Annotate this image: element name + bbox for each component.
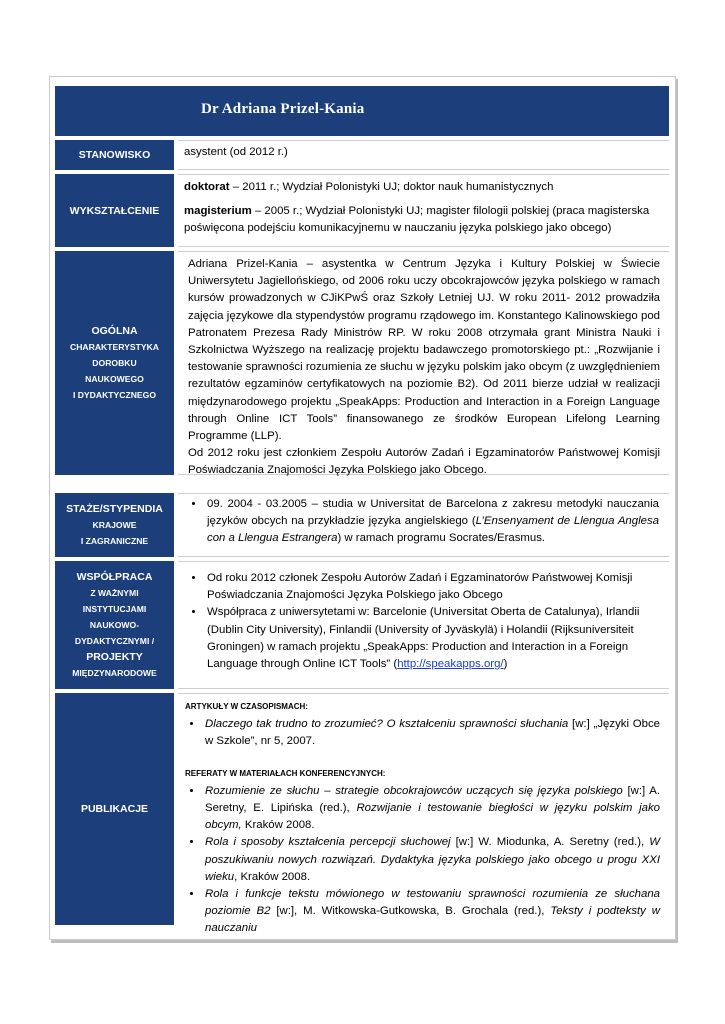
magisterium-text: – 2005 r.; Wydział Polonistyki UJ; magister filologii polskiej (praca magisterska poświęcona podejściu komunikacyjnemu w nauczaniu języka polskiego jako obcego) [184, 205, 650, 235]
magisterium-line [184, 203, 663, 237]
label-publikacje [55, 693, 174, 925]
wspolpraca-item-2: • Współpraca z uniwersytetami w: Barcelonie (Universitat Oberta de Catalunya), Irlandii (Dublin City University), Finlandii (University of Jyväskylä) i Holandii (Rijksuniversiteit Groningen) w ramach projektu „SpeakApps: Production and Interaction in a Foreign Language through Online ICT Tools” (http://speakapps.org/) [205, 604, 643, 673]
artykuly-list [185, 716, 660, 750]
ogolna-para2: Od 2012 roku jest członkiem Zespołu Autorów Zadań i Egzaminatorów Państwowej Komisji Poświadczania Znajomości Języka Polskiego jako Obcego. [188, 447, 660, 477]
label-ogolna-text: OGÓLNA CHARAKTERYSTYKA DOROBKU NAUKOWEGO I DYDAKTYCZNEGO [70, 325, 159, 400]
wspolpraca-item-1: • Od roku 2012 członek Zespołu Autorów Zadań i Egzaminatorów Państwowej Komisji Poświadczania Znajomości Języka Polskiego jako Obcego [205, 570, 643, 604]
referaty-list [185, 783, 660, 938]
label-stanowisko-text: STANOWISKO [78, 149, 151, 161]
label-ogolna [55, 251, 174, 475]
referat-item: • Rozumienie ze słuchu – strategie obcokrajowców uczących się języka polskiego [w:] A. Seretny, E. Lipińska (red.), Rozwijanie i testowanie biegłości w języku polskim jako obcym, Kraków 2008. [203, 783, 660, 835]
magisterium-label: magisterium [184, 205, 252, 218]
ogolna-para1: Adriana Prizel-Kania – asystentka w Centrum Języka i Kultury Polskiej w Świecie Uniwersytetu Jagiellońskiego, od 2006 roku uczy obcokrajowców języka polskiego w ramach kursów prowadzonych w CJiKPwŚ oraz Szkoły Letniej UJ. W roku 2011- 2012 prowadziła zajęcia językowe dla stypendystów programu rządowego im. Konstantego Kalinowskiego pod Patronatem Prezesa Rady Ministrów RP. W roku 2008 otrzymała grant Ministra Nauki i Szkolnictwa Wyższego na realizację projektu badawczego promotorskiego pt.: „Rozwijanie i testowanie sprawności rozumienia ze słuchu w języku polskim jako obcym (z uwzględnieniem rezultatów egzaminów certyfikatowych na poziomie B2). Od 2011 bierze udział w realizacji międzynarodowego projektu „SpeakApps: Production and Interaction in a Foreign Language through Online ICT Tools” finansowanego ze środków European Lifelong Learning Programme (LLP). [188, 258, 660, 443]
staze-item: • 09. 2004 - 03.2005 – studia w Universitat de Barcelona z zakresu metodyki nauczania języków obcych na przykładzie języka angielskiego (L’Ensenyament de Llengua Anglesa con a Llengua Estrangera) w ramach programu Socrates/Erasmus. [205, 496, 659, 548]
referat-item: • Rola i funkcje tekstu mówionego w testowaniu sprawności rozumienia ze słuchana poziomie B2 [w:], M. Witkowska-Gutkowska, B. Grochala (red.), Teksty i podteksty w nauczaniu [203, 886, 660, 938]
speakapps-link[interactable]: http://speakapps.org/ [397, 658, 504, 671]
referat-item: • Rola i sposoby kształcenia percepcji słuchowej [w:] W. Miodunka, A. Seretny (red.), W poszukiwaniu nowych rozwiązań. Dydaktyka języka polskiego jako obcego u progu XXI wieku, Kraków 2008. [203, 834, 660, 886]
label-wyksztalcenie-text: WYKSZTAŁCENIE [69, 204, 160, 217]
cell-staze [178, 493, 669, 557]
person-name: Dr Adriana Prizel-Kania [201, 101, 365, 117]
label-wyksztalcenie [55, 174, 174, 247]
cell-wspolpraca [178, 561, 669, 689]
cell-publikacje [178, 693, 669, 935]
doktorat-line [184, 179, 663, 196]
label-publikacje-text: PUBLIKACJE [80, 803, 149, 815]
doktorat-text: – 2011 r.; Wydział Polonistyki UJ; doktor nauk humanistycznych [229, 181, 554, 193]
label-stanowisko [55, 140, 174, 170]
artykul-item: • Dlaczego tak trudno to zrozumieć? O kształceniu sprawności słuchania [w:] „Języki Obce w Szkole”, nr 5, 2007. [203, 716, 660, 750]
referaty-heading: REFERATY W MATERIAŁACH KONFERENCYJNYCH: [185, 768, 386, 778]
cv-table [55, 84, 669, 933]
label-staze [55, 493, 174, 557]
label-staze-text: STAŻE/STYPENDIA KRAJOWE I ZAGRANICZNE [66, 503, 163, 546]
artykuly-heading: ARTYKUŁY W CZASOPISMACH: [185, 702, 308, 711]
wspolpraca-list [180, 570, 643, 673]
cell-stanowisko [178, 140, 669, 170]
stanowisko-value: asystent (od 2012 r.) [184, 146, 288, 158]
label-wspolpraca-text: WSPÓŁPRACA Z WAŻNYMI INSTYTUCJAMI NAUKOWO- DYDAKTYCZNYMI / PROJEKTY MIĘDZYNARODOWE [72, 571, 157, 678]
doktorat-label: doktorat [184, 181, 230, 193]
header-bar [55, 86, 669, 136]
cell-ogolna [178, 251, 669, 475]
label-wspolpraca [55, 561, 174, 689]
cell-wyksztalcenie [178, 174, 669, 247]
staze-list [180, 496, 659, 548]
